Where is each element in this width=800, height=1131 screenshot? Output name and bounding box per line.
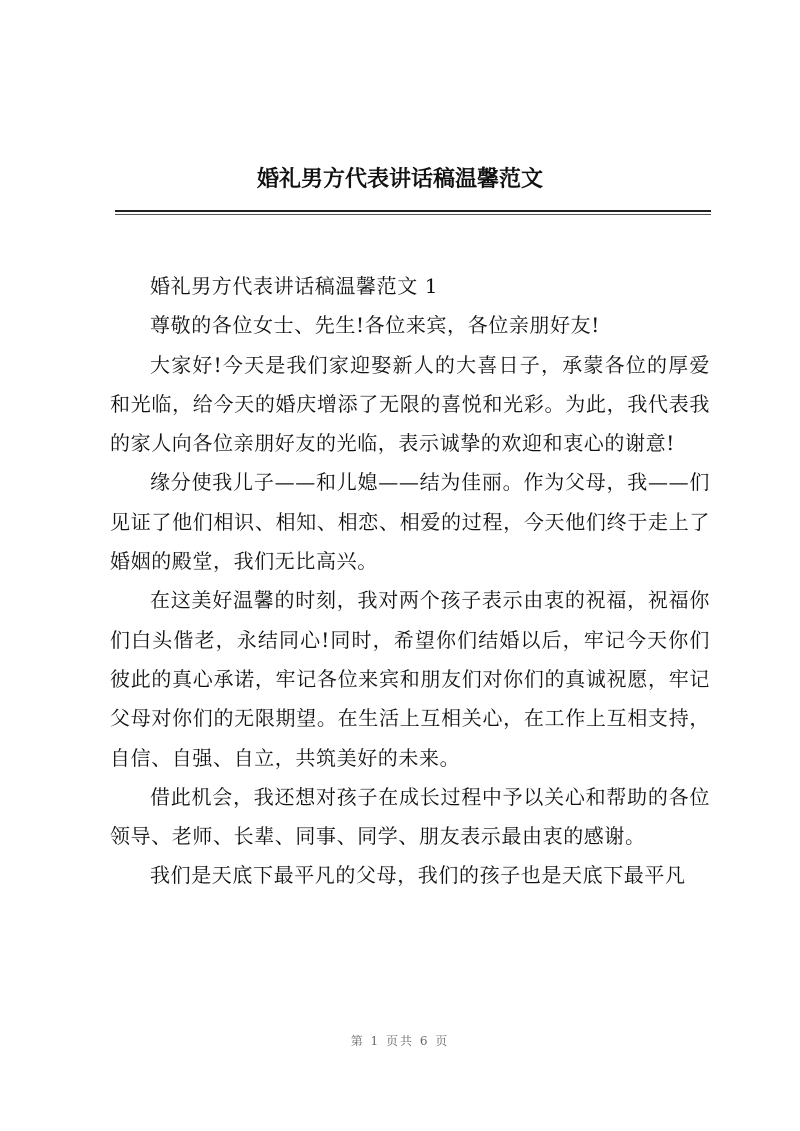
page-number: 第 1 页共 6 页 [350, 1034, 450, 1048]
title-divider [115, 210, 711, 212]
paragraph: 我们是天底下最平凡的父母，我们的孩子也是天底下最平凡 [150, 863, 686, 888]
document-body [110, 267, 710, 896]
salutation: 尊敬的各位女士、先生!各位来宾，各位亲朋好友! [150, 313, 600, 338]
document-title: 婚礼男方代表讲话稿温馨范文 [256, 166, 543, 192]
paragraph: 借此机会，我还想对孩子在成长过程中予以关心和帮助的各位领导、老师、长辈、同事、同学、朋友表示最由衷的感谢。 [110, 784, 710, 849]
paragraph: 缘分使我儿子——和儿媳——结为佳丽。作为父母，我——们见证了他们相识、相知、相恋、相爱的过程，今天他们终于走上了婚姻的殿堂，我们无比高兴。 [110, 470, 710, 574]
section-heading: 婚礼男方代表讲话稿温馨范文 1 [150, 274, 439, 298]
paragraph: 大家好!今天是我们家迎娶新人的大喜日子，承蒙各位的厚爱和光临，给今天的婚庆增添了无限的喜悦和光彩。为此，我代表我的家人向各位亲朋好友的光临，表示诚挚的欢迎和衷心的谢意! [110, 352, 710, 456]
title-divider-thin [115, 214, 711, 215]
paragraph: 在这美好温馨的时刻，我对两个孩子表示由衷的祝福，祝福你们白头偕老，永结同心!同时，希望你们结婚以后，牢记今天你们彼此的真心承诺，牢记各位来宾和朋友们对你们的真诚祝愿，牢记父母对你们的无限期望。在生活上互相关心，在工作上互相支持，自信、自强、自立，共筑美好的未来。 [110, 588, 710, 770]
